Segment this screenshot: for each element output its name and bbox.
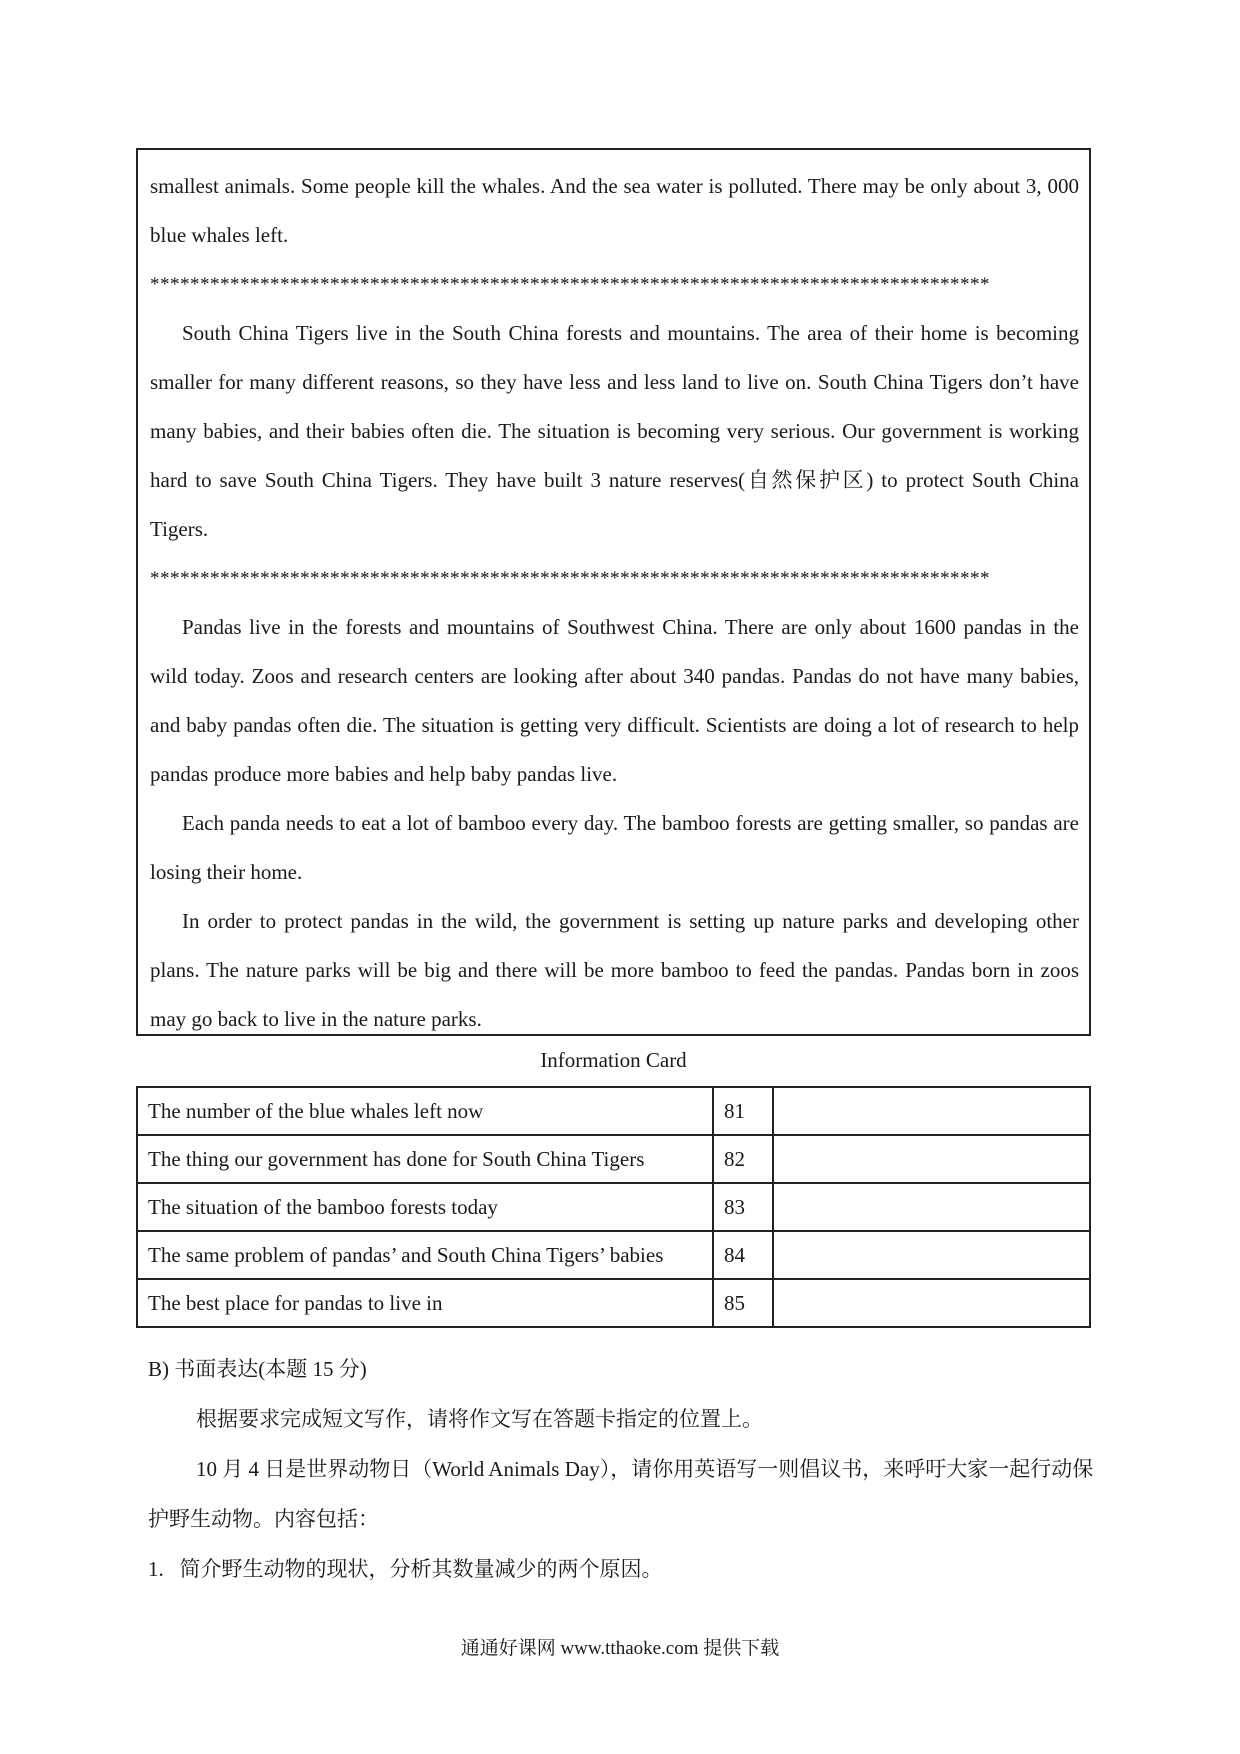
row-number: 82 (713, 1135, 773, 1183)
information-card-table (136, 1086, 1091, 1328)
table-row (137, 1183, 1090, 1231)
table-row (137, 1135, 1090, 1183)
pandas-paragraph-1: Pandas live in the forests and mountains of Southwest China. There are only about 1600 pandas in the wild today. Zoos and research centers are looking after about 340 pandas. Pandas do not have many babies, and baby pandas often die. The situation is getting very difficult. Scientists are doing a lot of research to help pandas produce more babies and help baby pandas live. (150, 615, 1079, 786)
item-number: 1. (148, 1557, 164, 1581)
answer-blank[interactable] (773, 1279, 1090, 1327)
row-prompt: The number of the blue whales left now (137, 1087, 713, 1135)
writing-prompt: 10 月 4 日是世界动物日（World Animals Day），请你用英语写一则倡议书，来呼吁大家一起行动保护野生动物。内容包括： (148, 1457, 1094, 1531)
table-row (137, 1279, 1090, 1327)
row-prompt: The thing our government has done for South China Tigers (137, 1135, 713, 1183)
table-row (137, 1231, 1090, 1279)
answer-blank[interactable] (773, 1183, 1090, 1231)
row-prompt: The situation of the bamboo forests today (137, 1183, 713, 1231)
whale-paragraph: smallest animals. Some people kill the whales. And the sea water is polluted. There may be only about 3, 000 blue whales left. (150, 174, 1079, 247)
row-prompt: The best place for pandas to live in (137, 1279, 713, 1327)
answer-blank[interactable] (773, 1231, 1090, 1279)
row-number: 81 (713, 1087, 773, 1135)
content-item (148, 1544, 1108, 1594)
writing-instruction: 根据要求完成短文写作，请将作文写在答题卡指定的位置上。 (196, 1407, 763, 1431)
item-text: 简介野生动物的现状，分析其数量减少的两个原因。 (179, 1557, 663, 1581)
section-title: 书面表达(本题 15 分) (174, 1357, 367, 1381)
row-number: 83 (713, 1183, 773, 1231)
section-label: B) (148, 1357, 169, 1381)
separator-line: ************************************************************************************ (150, 274, 990, 295)
answer-blank[interactable] (773, 1087, 1090, 1135)
section-heading (148, 1344, 1108, 1394)
table-row (137, 1087, 1090, 1135)
row-number: 85 (713, 1279, 773, 1327)
information-card-title: Information Card (540, 1048, 687, 1072)
answer-blank[interactable] (773, 1135, 1090, 1183)
row-number: 84 (713, 1231, 773, 1279)
separator-line: ************************************************************************************ (150, 568, 990, 589)
writing-section (148, 1344, 1108, 1594)
pandas-paragraph-3: In order to protect pandas in the wild, the government is setting up nature parks and developing other plans. The nature parks will be big and there will be more bamboo to feed the pandas. Pandas born in zoos may go back to live in the nature parks. (150, 909, 1079, 1031)
pandas-paragraph-2: Each panda needs to eat a lot of bamboo every day. The bamboo forests are getting smaller, so pandas are losing their home. (150, 811, 1079, 884)
reading-passage-box (136, 148, 1091, 1036)
page-footer: 通通好课网 www.tthaoke.com 提供下载 (460, 1638, 780, 1659)
tigers-paragraph: South China Tigers live in the South China forests and mountains. The area of their home is becoming smaller for many different reasons, so they have less and less land to live on. South China Tigers don’t have many babies, and their babies often die. The situation is becoming very serious. Our government is working hard to save South China Tigers. They have built 3 nature reserves(自然保护区) to protect South China Tigers. (150, 321, 1079, 541)
row-prompt: The same problem of pandas’ and South China Tigers’ babies (137, 1231, 713, 1279)
